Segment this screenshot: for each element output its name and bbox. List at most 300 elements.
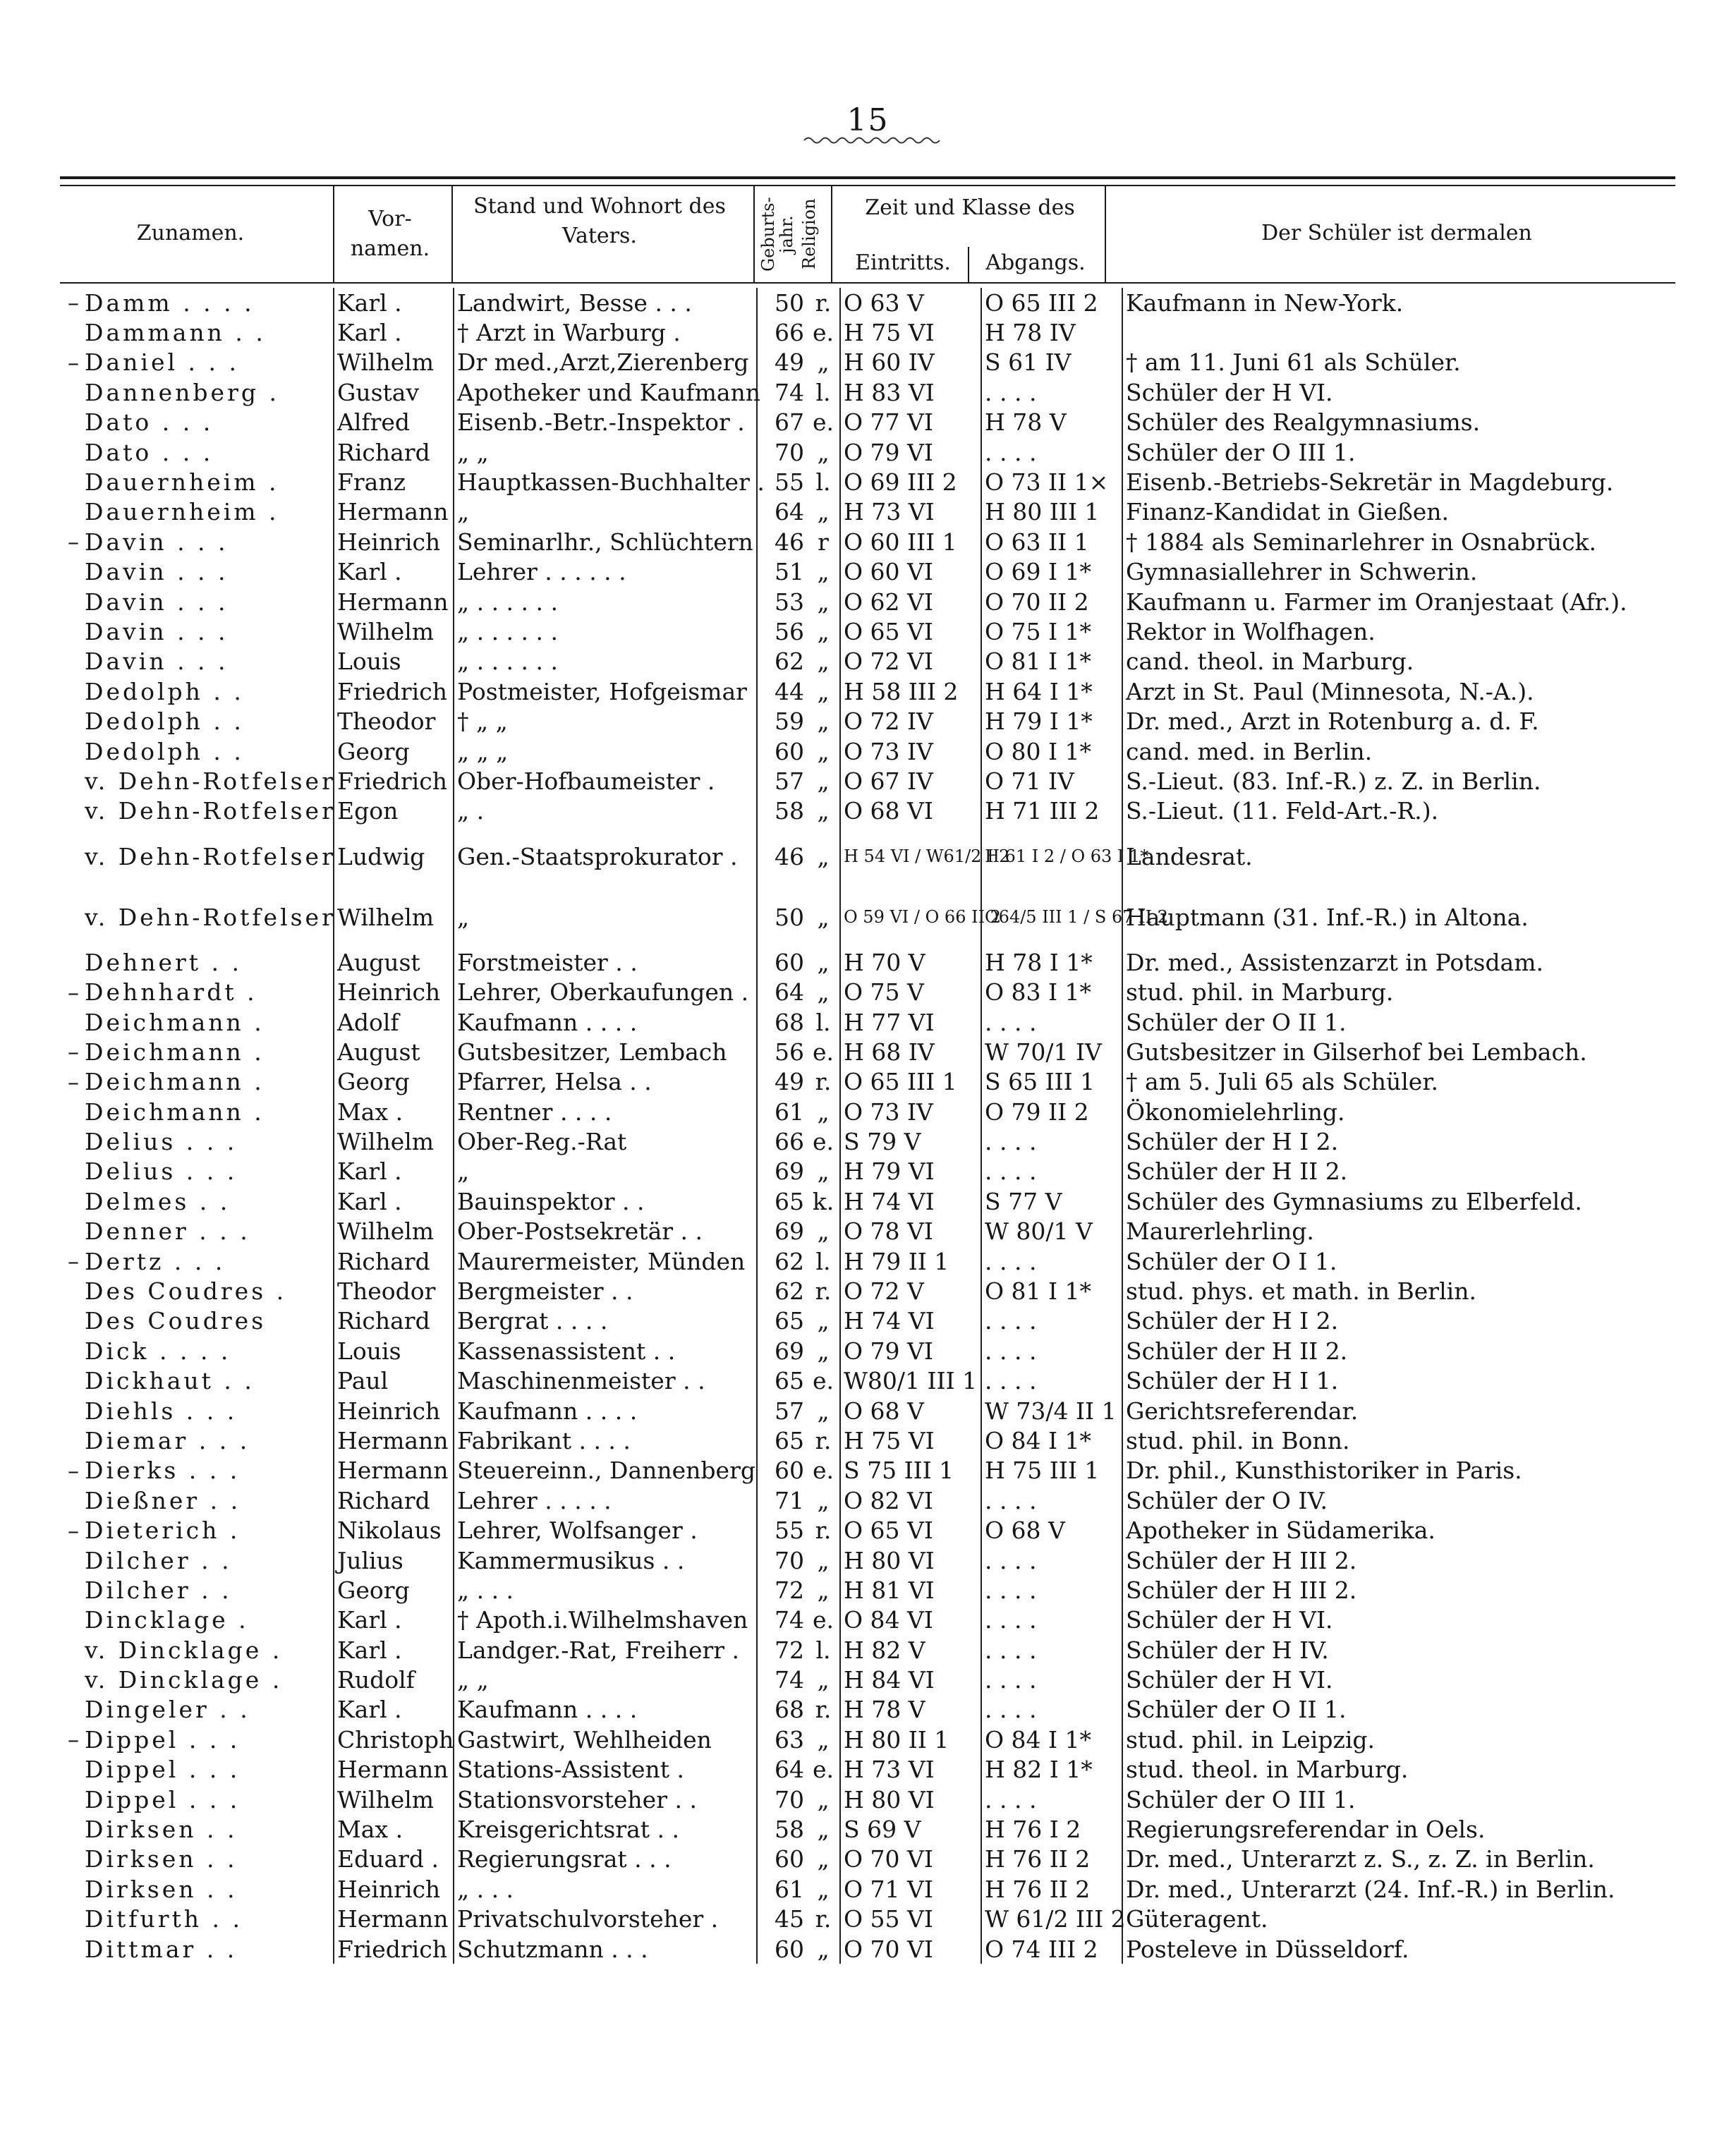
exit-class-cell: H 79 I 1* [981, 706, 1122, 736]
table-row [42, 467, 1728, 497]
entry-class-cell: H 75 VI [840, 1426, 981, 1455]
first-name-cell: Julius [334, 1545, 454, 1575]
surname-cell: Diehls . . . [85, 1397, 238, 1425]
page-number: 15 [846, 102, 890, 138]
table-row [42, 1097, 1728, 1126]
exit-class-cell: H 78 V [981, 408, 1122, 437]
surname-cell: Dieterich . [85, 1517, 241, 1545]
father-occupation-cell: „ [454, 1157, 757, 1186]
current-status-cell: Dr. med., Unterarzt z. S., z. Z. in Berlin. [1122, 1845, 1728, 1874]
father-occupation-cell: Privatschulvorsteher . [454, 1904, 757, 1934]
row-mark-cell [42, 706, 82, 736]
entry-class-cell: H 60 IV [840, 348, 981, 377]
surname-cell: Dilcher . . [85, 1546, 232, 1574]
father-occupation-cell: Stations-Assistent . [454, 1755, 757, 1785]
row-mark-cell [42, 826, 82, 887]
birth-year-cell: 65 [757, 1306, 807, 1336]
birth-year-cell: 60 [757, 1456, 807, 1485]
table-row [42, 676, 1728, 706]
exit-class-cell: O 73 II 1× [981, 467, 1122, 497]
exit-class-cell: . . . . [981, 437, 1122, 467]
birth-year-cell: 65 [757, 1366, 807, 1396]
entry-class-cell: H 80 VI [840, 1785, 981, 1814]
father-occupation-cell: Postmeister, Hofgeismar [454, 676, 757, 706]
entry-class-cell: S 69 V [840, 1814, 981, 1844]
father-occupation-cell: Lehrer . . . . . . [454, 557, 757, 587]
surname-cell: v. Dehn-Rotfelser [85, 797, 336, 825]
religion-cell: „ [817, 617, 830, 645]
row-mark-cell [42, 616, 82, 646]
religion-cell: „ [817, 1217, 830, 1246]
current-status-cell: Schüler der H IV. [1122, 1635, 1728, 1665]
religion-cell: „ [817, 978, 830, 1007]
header-abgangs: Abgangs. [985, 250, 1086, 275]
row-mark-cell [42, 1845, 82, 1874]
entry-class-cell: O 84 VI [840, 1605, 981, 1635]
father-occupation-cell: Gen.-Staatsprokurator . [454, 826, 757, 887]
exit-class-cell: O 65 III 2 [981, 288, 1122, 317]
religion-cell: l. [815, 1636, 831, 1664]
religion-cell: „ [817, 1576, 830, 1604]
first-name-cell: Theodor [334, 1276, 454, 1306]
surname-cell: v. Dehn-Rotfelser [85, 903, 336, 931]
father-occupation-cell: † „ „ [454, 706, 757, 736]
birth-year-cell: 69 [757, 1217, 807, 1246]
birth-year-cell: 62 [757, 1246, 807, 1276]
exit-class-cell: O 74 III 2 [981, 1934, 1122, 1964]
entry-class-cell: O 63 V [840, 288, 981, 317]
father-occupation-cell: Dr med.,Arzt,Zierenberg [454, 348, 757, 377]
birth-year-cell: 74 [757, 1665, 807, 1694]
religion-cell: „ [817, 842, 830, 870]
father-occupation-cell: Regierungsrat . . . [454, 1845, 757, 1874]
exit-class-cell: O 71 IV [981, 766, 1122, 796]
exit-class-cell: S 77 V [981, 1186, 1122, 1216]
religion-cell: r [818, 528, 829, 556]
surname-cell: Deichmann . [85, 1068, 265, 1096]
current-status-cell: Finanz-Kandidat in Gießen. [1122, 497, 1728, 527]
birth-year-cell: 57 [757, 766, 807, 796]
father-occupation-cell: Rentner . . . . [454, 1097, 757, 1126]
surname-cell: Dauernheim . [85, 468, 279, 497]
exit-class-cell: H 76 I 2 [981, 1814, 1122, 1844]
first-name-cell: Louis [334, 1336, 454, 1366]
entry-class-cell: S 75 III 1 [840, 1456, 981, 1485]
surname-cell: Dirksen . . [85, 1875, 238, 1903]
father-occupation-cell: „ „ [454, 437, 757, 467]
exit-class-cell: H 80 III 1 [981, 497, 1122, 527]
current-status-cell: Landesrat. [1122, 826, 1728, 887]
current-status-cell: Kaufmann u. Farmer im Oranjestaat (Afr.). [1122, 587, 1728, 616]
table-row [42, 1545, 1728, 1575]
current-status-cell: Ökonomielehrling. [1122, 1097, 1728, 1126]
entry-class-cell: O 65 VI [840, 616, 981, 646]
exit-class-cell: . . . . [981, 1007, 1122, 1037]
father-occupation-cell: Kaufmann . . . . [454, 1695, 757, 1725]
birth-year-cell: 61 [757, 1097, 807, 1126]
father-occupation-cell: „ . . . . . . [454, 616, 757, 646]
entry-class-cell: O 78 VI [840, 1217, 981, 1246]
row-mark-cell [42, 1126, 82, 1156]
father-occupation-cell: „ . . . . . . [454, 587, 757, 616]
entry-class-cell: H 73 VI [840, 497, 981, 527]
current-status-cell: Güteragent. [1122, 1904, 1728, 1934]
entry-class-cell: H 75 VI [840, 317, 981, 347]
table-row [42, 408, 1728, 437]
father-occupation-cell: Eisenb.-Betr.-Inspektor . [454, 408, 757, 437]
current-status-cell: cand. theol. in Marburg. [1122, 647, 1728, 676]
surname-cell: Davin . . . [85, 617, 229, 645]
first-name-cell: Max . [334, 1097, 454, 1126]
entry-class-cell: O 60 III 1 [840, 527, 981, 557]
entry-class-cell: O 82 VI [840, 1485, 981, 1515]
surname-cell: Dirksen . . [85, 1816, 238, 1844]
birth-year-cell: 64 [757, 977, 807, 1007]
exit-class-cell: O 79 II 2 [981, 1097, 1122, 1126]
father-occupation-cell: „ „ [454, 1665, 757, 1694]
surname-cell: Deichmann . [85, 1098, 265, 1126]
surname-cell: Damm . . . . [85, 288, 255, 317]
table-row [42, 1276, 1728, 1306]
father-occupation-cell: † Apoth.i.Wilhelmshaven [454, 1605, 757, 1635]
birth-year-cell: 67 [757, 408, 807, 437]
birth-year-cell: 56 [757, 616, 807, 646]
father-occupation-cell: Landger.-Rat, Freiherr . [454, 1635, 757, 1665]
entry-class-cell: H 74 VI [840, 1306, 981, 1336]
birth-year-cell: 64 [757, 1755, 807, 1785]
religion-cell: l. [815, 1247, 831, 1275]
row-mark-cell [42, 1097, 82, 1126]
entry-class-cell: O 55 VI [840, 1904, 981, 1934]
row-mark-cell [42, 1874, 82, 1904]
religion-cell: „ [817, 498, 830, 526]
surname-cell: Dato . . . [85, 408, 214, 437]
header-religion: Religion [799, 198, 819, 270]
first-name-cell: Wilhelm [334, 348, 454, 377]
current-status-cell: Dr. phil., Kunsthistoriker in Paris. [1122, 1456, 1728, 1485]
exit-class-cell: . . . . [981, 1485, 1122, 1515]
first-name-cell: Nikolaus [334, 1515, 454, 1545]
birth-year-cell: 68 [757, 1007, 807, 1037]
row-mark-cell [42, 1605, 82, 1635]
birth-year-cell: 71 [757, 1485, 807, 1515]
religion-cell: e. [812, 1606, 834, 1634]
birth-year-cell: 70 [757, 1545, 807, 1575]
row-mark-cell [42, 1186, 82, 1216]
surname-cell: Denner . . . [85, 1217, 250, 1246]
entry-class-cell: H 79 II 1 [840, 1246, 981, 1276]
current-status-cell: Kaufmann in New-York. [1122, 288, 1728, 317]
current-status-cell: Dr. med., Unterarzt (24. Inf.-R.) in Berlin. [1122, 1874, 1728, 1904]
entry-class-cell: H 79 VI [840, 1157, 981, 1186]
row-mark-cell [42, 1396, 82, 1426]
exit-class-cell: H 78 I 1* [981, 947, 1122, 977]
table-row [42, 1845, 1728, 1874]
religion-cell: e. [812, 1457, 834, 1485]
table-row [42, 317, 1728, 347]
row-mark-cell [42, 1366, 82, 1396]
row-mark-cell [42, 1007, 82, 1037]
father-occupation-cell: Stationsvorsteher . . [454, 1785, 757, 1814]
row-mark-cell [42, 557, 82, 587]
exit-class-cell: H 76 II 2 [981, 1845, 1122, 1874]
exit-class-cell: . . . . [981, 1246, 1122, 1276]
row-mark-cell [42, 676, 82, 706]
surname-cell: Dauernheim . [85, 498, 279, 526]
first-name-cell: August [334, 947, 454, 977]
row-mark-cell [42, 587, 82, 616]
table-row [42, 1456, 1728, 1485]
first-name-cell: Heinrich [334, 1396, 454, 1426]
surname-cell: Dehnhardt . [85, 978, 257, 1007]
surname-cell: Delius . . . [85, 1157, 238, 1186]
exit-class-cell: O64/5 III 1 / S 67 II 2 [981, 887, 1122, 947]
ornament-divider [804, 134, 945, 147]
first-name-cell: Friedrich [334, 766, 454, 796]
exit-class-cell: O 68 V [981, 1515, 1122, 1545]
table-row [42, 557, 1728, 587]
current-status-cell: stud. phil. in Marburg. [1122, 977, 1728, 1007]
exit-class-cell: H 71 III 2 [981, 796, 1122, 826]
current-status-cell: Arzt in St. Paul (Minnesota, N.-A.). [1122, 676, 1728, 706]
religion-cell: e. [812, 1367, 834, 1395]
exit-class-cell: . . . . [981, 1336, 1122, 1366]
exit-class-cell: H 75 III 1 [981, 1456, 1122, 1485]
father-occupation-cell: Bauinspektor . . [454, 1186, 757, 1216]
top-rule-thin [60, 185, 1675, 186]
exit-class-cell: . . . . [981, 1785, 1122, 1814]
birth-year-cell: 60 [757, 947, 807, 977]
first-name-cell: Karl . [334, 1695, 454, 1725]
header-geburtsjahr: Geburts-jahr. [758, 197, 796, 272]
table-row [42, 1186, 1728, 1216]
religion-cell: „ [817, 1875, 830, 1903]
religion-cell: „ [817, 1725, 830, 1754]
exit-class-cell: W 80/1 V [981, 1217, 1122, 1246]
religion-cell: „ [817, 1845, 830, 1873]
row-mark-cell [42, 1934, 82, 1964]
current-status-cell: Apotheker in Südamerika. [1122, 1515, 1728, 1545]
birth-year-cell: 70 [757, 1785, 807, 1814]
birth-year-cell: 44 [757, 676, 807, 706]
surname-cell: Dammann . . [85, 319, 266, 347]
religion-cell: „ [817, 1307, 830, 1335]
first-name-cell: Heinrich [334, 527, 454, 557]
birth-year-cell: 53 [757, 587, 807, 616]
table-row [42, 1934, 1728, 1964]
religion-cell: „ [817, 1157, 830, 1186]
table-row [42, 377, 1728, 407]
exit-class-cell: S 65 III 1 [981, 1067, 1122, 1097]
entry-class-cell: O 70 VI [840, 1934, 981, 1964]
first-name-cell: Georg [334, 1575, 454, 1605]
first-name-cell: August [334, 1037, 454, 1066]
birth-year-cell: 49 [757, 1067, 807, 1097]
father-occupation-cell: Seminarlhr., Schlüchtern [454, 527, 757, 557]
birth-year-cell: 46 [757, 826, 807, 887]
table-row [42, 826, 1728, 887]
birth-year-cell: 58 [757, 796, 807, 826]
entry-class-cell: H 80 II 1 [840, 1725, 981, 1754]
father-occupation-cell: Ober-Reg.-Rat [454, 1126, 757, 1156]
row-mark-cell: – [68, 1038, 79, 1066]
table-row [42, 1126, 1728, 1156]
surname-cell: v. Dehn-Rotfelser [85, 767, 336, 795]
table-row [42, 1336, 1728, 1366]
row-mark-cell [42, 887, 82, 947]
entry-class-cell: O 79 VI [840, 437, 981, 467]
religion-cell: „ [817, 1337, 830, 1365]
birth-year-cell: 72 [757, 1575, 807, 1605]
header-stand: Stand und Wohnort des Vaters. [473, 194, 726, 248]
father-occupation-cell: „ . . . [454, 1575, 757, 1605]
surname-cell: Delmes . . [85, 1187, 231, 1215]
entry-class-cell: W80/1 III 1 [840, 1366, 981, 1396]
birth-year-cell: 61 [757, 1874, 807, 1904]
father-occupation-cell: Gutsbesitzer, Lembach [454, 1037, 757, 1066]
table-row [42, 1426, 1728, 1455]
row-mark-cell [42, 1814, 82, 1844]
current-status-cell: Gutsbesitzer in Gilserhof bei Lembach. [1122, 1037, 1728, 1066]
first-name-cell: Karl . [334, 557, 454, 587]
table-row [42, 1037, 1728, 1066]
surname-cell: Dick . . . . [85, 1337, 231, 1365]
table-row [42, 1605, 1728, 1635]
religion-cell: „ [817, 948, 830, 976]
row-mark-cell [42, 317, 82, 347]
birth-year-cell: 62 [757, 1276, 807, 1306]
exit-class-cell: O 84 I 1* [981, 1725, 1122, 1754]
surname-cell: Ditfurth . . [85, 1905, 243, 1933]
first-name-cell: Heinrich [334, 1874, 454, 1904]
religion-cell: „ [817, 1935, 830, 1963]
current-status-cell: S.-Lieut. (11. Feld-Art.-R.). [1122, 796, 1728, 826]
father-occupation-cell: Forstmeister . . [454, 947, 757, 977]
religion-cell: „ [817, 767, 830, 795]
father-occupation-cell: Ober-Hofbaumeister . [454, 766, 757, 796]
table-row [42, 766, 1728, 796]
surname-cell: Dannenberg . [85, 378, 279, 406]
current-status-cell: S.-Lieut. (83. Inf.-R.) z. Z. in Berlin. [1122, 766, 1728, 796]
row-mark-cell [42, 1665, 82, 1694]
table-row [42, 1575, 1728, 1605]
table-row [42, 527, 1728, 557]
surname-cell: v. Dehn-Rotfelser [85, 842, 336, 870]
surname-cell: Dehnert . . [85, 948, 243, 976]
current-status-cell: Dr. med., Assistenzarzt in Potsdam. [1122, 947, 1728, 977]
first-name-cell: Adolf [334, 1007, 454, 1037]
father-occupation-cell: Landwirt, Besse . . . [454, 288, 757, 317]
exit-class-cell: W 73/4 II 1 [981, 1396, 1122, 1426]
first-name-cell: Gustav [334, 377, 454, 407]
first-name-cell: Egon [334, 796, 454, 826]
surname-cell: Davin . . . [85, 558, 229, 586]
birth-year-cell: 50 [757, 288, 807, 317]
row-mark-cell [42, 377, 82, 407]
father-occupation-cell: Steuereinn., Dannenberg [454, 1456, 757, 1485]
religion-cell: „ [817, 588, 830, 616]
religion-cell: r. [815, 1277, 832, 1306]
current-status-cell: Schüler der O I 1. [1122, 1246, 1728, 1276]
father-occupation-cell: „ . . . [454, 1874, 757, 1904]
row-mark-cell [42, 1485, 82, 1515]
table-row [42, 1217, 1728, 1246]
exit-class-cell: . . . . [981, 1635, 1122, 1665]
father-occupation-cell: Kaufmann . . . . [454, 1396, 757, 1426]
religion-cell: r. [815, 1517, 832, 1545]
current-status-cell: stud. phil. in Leipzig. [1122, 1725, 1728, 1754]
exit-class-cell: H 61 I 2 / O 63 I 1* [981, 826, 1122, 887]
exit-class-cell: O 75 I 1* [981, 616, 1122, 646]
table-row [42, 1874, 1728, 1904]
table-row [42, 706, 1728, 736]
religion-cell: r. [815, 1696, 832, 1724]
father-occupation-cell: † Arzt in Warburg . [454, 317, 757, 347]
surname-cell: Dickhaut . . [85, 1367, 255, 1395]
top-rule [60, 176, 1675, 179]
surname-cell: v. Dincklage . [85, 1666, 283, 1694]
religion-cell: „ [817, 1486, 830, 1514]
religion-cell: „ [817, 1546, 830, 1574]
religion-cell: „ [817, 797, 830, 825]
surname-cell: Dierks . . . [85, 1457, 241, 1485]
row-mark-cell: – [68, 1248, 79, 1275]
entry-class-cell: O 73 IV [840, 736, 981, 766]
birth-year-cell: 55 [757, 467, 807, 497]
first-name-cell: Karl . [334, 1635, 454, 1665]
birth-year-cell: 69 [757, 1336, 807, 1366]
entry-class-cell: O 69 III 2 [840, 467, 981, 497]
entry-class-cell: H 83 VI [840, 377, 981, 407]
surname-cell: Dilcher . . [85, 1576, 232, 1604]
row-mark-cell [42, 1695, 82, 1725]
religion-cell: „ [817, 903, 830, 931]
father-occupation-cell: „ . [454, 796, 757, 826]
father-occupation-cell: Ober-Postsekretär . . [454, 1217, 757, 1246]
surname-cell: Daniel . . . [85, 348, 239, 377]
current-status-cell: Schüler der H III 2. [1122, 1545, 1728, 1575]
register-table [42, 288, 1728, 1964]
religion-cell: e. [812, 319, 834, 347]
entry-class-cell: O 65 VI [840, 1515, 981, 1545]
exit-class-cell: O 63 II 1 [981, 527, 1122, 557]
row-mark-cell [42, 736, 82, 766]
birth-year-cell: 74 [757, 377, 807, 407]
religion-cell: r. [815, 1426, 832, 1454]
entry-class-cell: O 73 IV [840, 1097, 981, 1126]
current-status-cell: Regierungsreferendar in Oels. [1122, 1814, 1728, 1844]
religion-cell: k. [812, 1187, 834, 1215]
entry-class-cell: H 73 VI [840, 1755, 981, 1785]
birth-year-cell: 66 [757, 317, 807, 347]
table-row [42, 1785, 1728, 1814]
surname-cell: Dießner . . [85, 1486, 241, 1514]
current-status-cell: Schüler der O III 1. [1122, 1785, 1728, 1814]
table-row [42, 887, 1728, 947]
religion-cell: „ [817, 438, 830, 466]
religion-cell: r. [815, 288, 832, 317]
surname-cell: Davin . . . [85, 588, 229, 616]
row-mark-cell [42, 1575, 82, 1605]
table-row [42, 348, 1728, 377]
exit-class-cell: . . . . [981, 377, 1122, 407]
table-row [42, 1814, 1728, 1844]
header-divider [968, 247, 969, 282]
header-divider [1105, 186, 1106, 282]
header-divider [753, 186, 755, 282]
father-occupation-cell: Kaufmann . . . . [454, 1007, 757, 1037]
first-name-cell: Ludwig [334, 826, 454, 887]
